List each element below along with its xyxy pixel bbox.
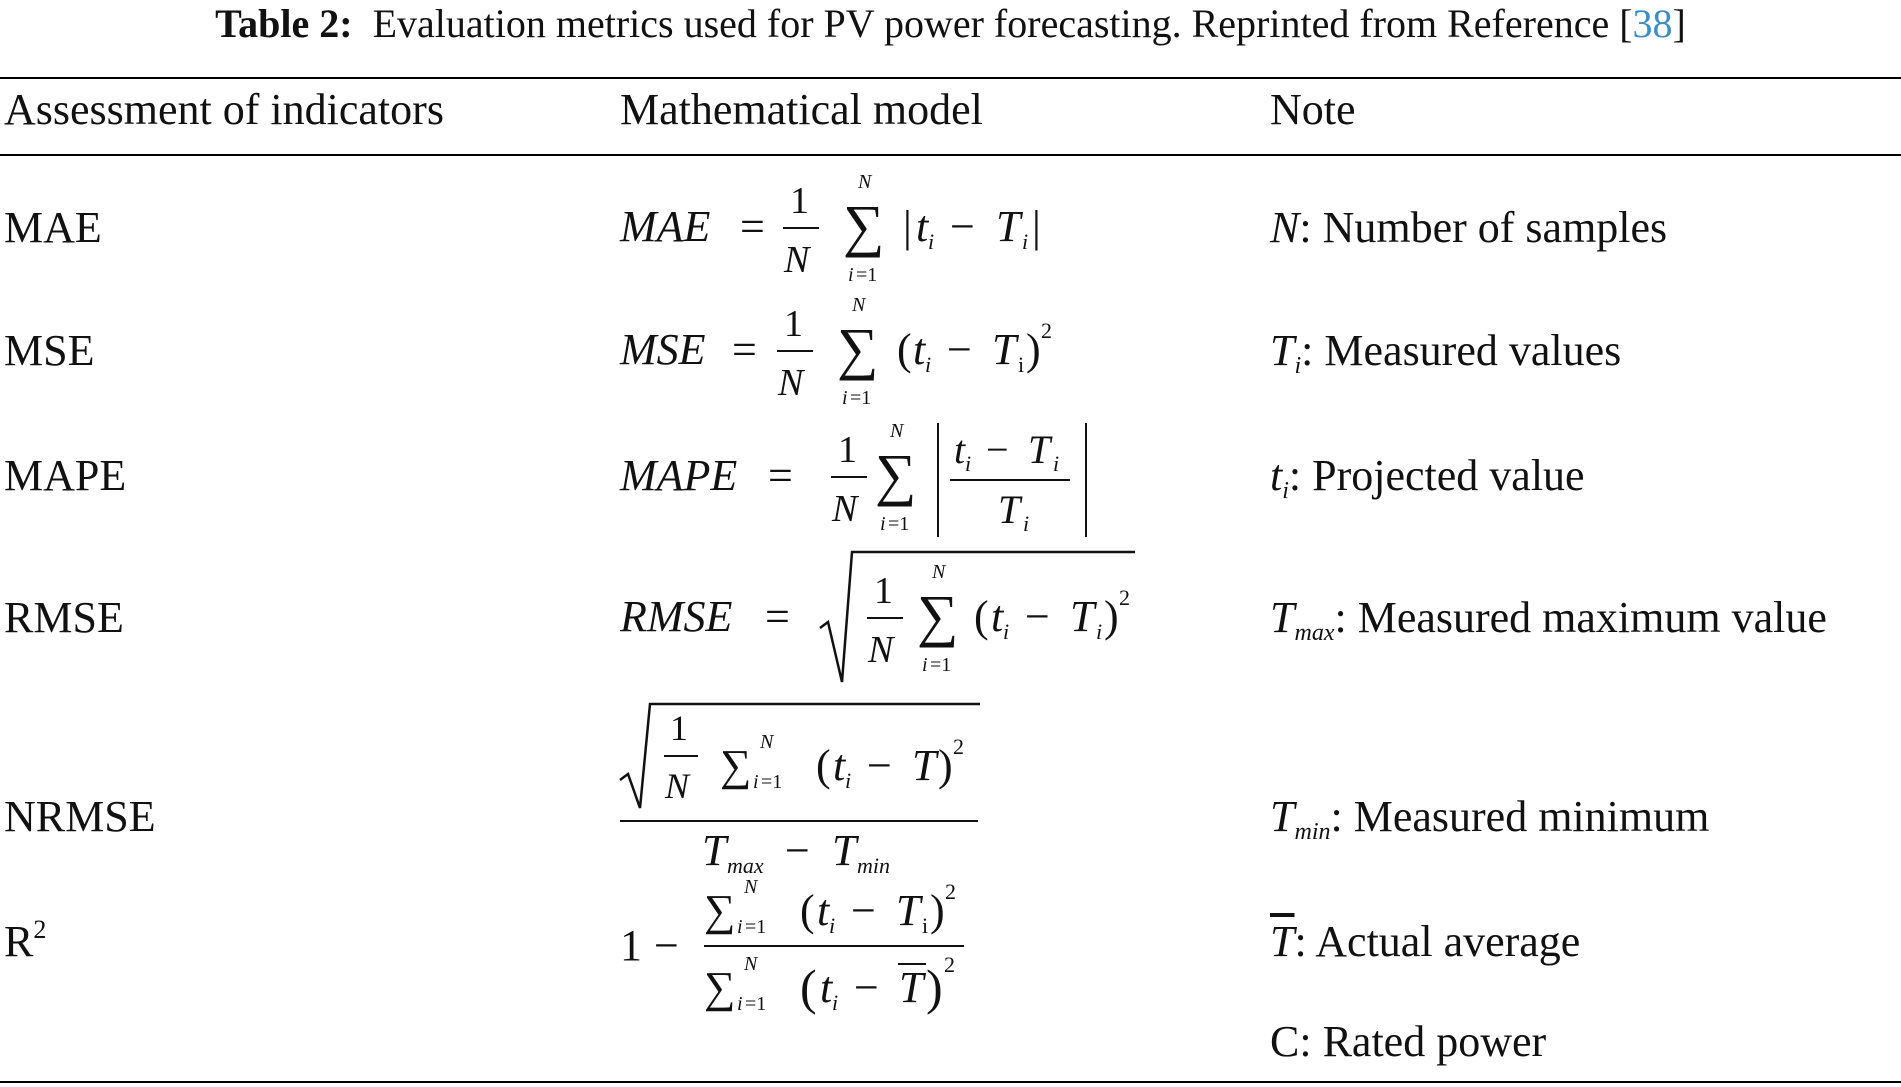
svg-text:N: N xyxy=(858,171,872,193)
svg-text:=1: =1 xyxy=(850,387,872,409)
svg-text:1: 1 xyxy=(670,708,688,748)
note-n: N: Number of samples xyxy=(1270,203,1668,252)
caption-ref-open: [ xyxy=(1619,1,1633,46)
svg-text:N: N xyxy=(784,239,810,281)
svg-text:i: i xyxy=(753,771,759,793)
caption-ref-close: ] xyxy=(1672,1,1686,46)
svg-text:T: T xyxy=(896,886,921,935)
svg-text:i: i xyxy=(1053,451,1060,476)
svg-text:MAPE: MAPE xyxy=(620,451,738,500)
svg-text:∑: ∑ xyxy=(837,316,879,381)
svg-text:1: 1 xyxy=(620,921,642,970)
svg-text:T: T xyxy=(912,741,937,790)
formula-r2 xyxy=(620,876,1000,1032)
svg-text:i: i xyxy=(922,654,928,676)
svg-text:T: T xyxy=(832,826,857,875)
indicator-mse: MSE xyxy=(4,326,95,375)
svg-text:|: | xyxy=(903,202,912,251)
svg-text:∑: ∑ xyxy=(704,963,736,1012)
svg-text:=: = xyxy=(768,451,793,500)
svg-text:i: i xyxy=(1022,229,1029,254)
svg-text:i: i xyxy=(737,993,743,1015)
svg-text:t: t xyxy=(913,325,926,374)
note-tbar: $\overline{T}$: Actual average xyxy=(1270,917,1581,966)
svg-text:1: 1 xyxy=(790,180,809,222)
svg-text:t: t xyxy=(916,202,929,251)
header-rule xyxy=(0,154,1901,156)
svg-text:T: T xyxy=(1028,427,1051,472)
svg-text:t: t xyxy=(833,741,846,790)
svg-text:N: N xyxy=(932,561,946,583)
svg-text:(: ( xyxy=(800,959,817,1015)
svg-text:(: ( xyxy=(897,325,912,374)
svg-text:t: t xyxy=(820,963,833,1012)
indicator-nrmse: NRMSE xyxy=(4,792,156,841)
formula-mse xyxy=(620,294,1080,413)
svg-text:2: 2 xyxy=(953,734,964,759)
svg-text:i: i xyxy=(922,913,929,938)
svg-text:t: t xyxy=(817,886,830,935)
svg-text:1: 1 xyxy=(784,303,803,345)
svg-text:=1: =1 xyxy=(888,513,910,535)
svg-text:−: − xyxy=(785,826,810,875)
svg-text:i: i xyxy=(880,513,886,535)
svg-text:i: i xyxy=(832,990,839,1015)
svg-text:i: i xyxy=(1018,352,1025,377)
svg-text:(: ( xyxy=(974,592,989,641)
header-model: Mathematical model xyxy=(620,85,983,134)
svg-text:2: 2 xyxy=(1119,585,1130,610)
svg-text:i: i xyxy=(845,768,852,793)
svg-text:N: N xyxy=(868,629,894,671)
svg-text:T: T xyxy=(992,325,1017,374)
formula-mae xyxy=(620,171,1060,290)
svg-text:=: = xyxy=(732,325,757,374)
note-ti-measured: $T_i$: Measured values xyxy=(1270,326,1622,379)
svg-text:2: 2 xyxy=(944,952,955,977)
svg-text:): ) xyxy=(930,886,945,935)
header-indicators: Assessment of indicators xyxy=(4,85,444,134)
svg-text:|: | xyxy=(1032,202,1041,251)
indicator-mae: MAE xyxy=(4,203,102,252)
svg-text:i: i xyxy=(842,387,848,409)
svg-text:−: − xyxy=(854,963,879,1012)
formula-rmse xyxy=(620,550,1140,690)
svg-text:1: 1 xyxy=(874,570,893,612)
formula-nrmse xyxy=(620,700,1000,880)
svg-text:i: i xyxy=(965,451,972,476)
svg-text:i: i xyxy=(848,264,854,286)
svg-text:T: T xyxy=(998,487,1021,532)
svg-text:(: ( xyxy=(800,886,815,935)
indicator-rmse: RMSE xyxy=(4,593,124,642)
svg-text:=1: =1 xyxy=(856,264,878,286)
caption-label: Table 2: xyxy=(215,1,353,46)
svg-text:): ) xyxy=(926,959,943,1015)
svg-text:MAE: MAE xyxy=(620,202,711,251)
note-tmax: $T_{max}$: Measured maximum value xyxy=(1270,593,1827,646)
svg-text:=1: =1 xyxy=(745,916,767,938)
svg-text:N: N xyxy=(665,766,690,806)
svg-text:N: N xyxy=(778,362,804,404)
svg-text:T: T xyxy=(1070,592,1095,641)
svg-text:T: T xyxy=(899,963,924,1012)
svg-text:−: − xyxy=(654,921,679,970)
svg-text:t: t xyxy=(954,427,966,472)
svg-text:T: T xyxy=(702,826,727,875)
svg-text:MSE: MSE xyxy=(620,325,706,374)
svg-text:−: − xyxy=(867,741,892,790)
reference-link[interactable]: 38 xyxy=(1632,1,1673,46)
svg-text:−: − xyxy=(851,886,876,935)
formula-mape xyxy=(620,415,1120,545)
svg-text:T: T xyxy=(996,202,1021,251)
svg-text:=: = xyxy=(740,202,765,251)
svg-text:2: 2 xyxy=(945,879,956,904)
header-note: Note xyxy=(1270,85,1356,134)
svg-text:−: − xyxy=(1025,592,1050,641)
top-rule xyxy=(0,77,1901,79)
svg-text:N: N xyxy=(890,420,904,442)
svg-text:i: i xyxy=(1003,619,1010,644)
svg-text:min: min xyxy=(857,853,890,878)
note-c: C: Rated power xyxy=(1270,1017,1547,1066)
svg-text:N: N xyxy=(760,731,774,753)
svg-text:=1: =1 xyxy=(761,771,783,793)
svg-text:i: i xyxy=(737,916,743,938)
svg-text:(: ( xyxy=(816,741,831,790)
svg-text:∑: ∑ xyxy=(875,442,917,507)
svg-text:2: 2 xyxy=(1041,318,1052,343)
svg-text:max: max xyxy=(727,853,764,878)
svg-text:∑: ∑ xyxy=(720,741,752,790)
svg-text:N: N xyxy=(744,953,758,975)
bottom-rule xyxy=(0,1081,1901,1083)
svg-text:−: − xyxy=(986,427,1009,472)
svg-text:i: i xyxy=(1096,619,1103,644)
svg-text:−: − xyxy=(947,325,972,374)
svg-text:N: N xyxy=(744,876,758,898)
svg-text:∑: ∑ xyxy=(917,583,959,648)
svg-text:−: − xyxy=(950,202,975,251)
svg-text:i: i xyxy=(829,913,836,938)
svg-text:): ) xyxy=(938,741,953,790)
svg-text:1: 1 xyxy=(838,429,857,471)
svg-text:): ) xyxy=(1026,325,1041,374)
svg-text:): ) xyxy=(1104,592,1119,641)
svg-text:N: N xyxy=(832,488,858,530)
svg-text:=1: =1 xyxy=(745,993,767,1015)
svg-text:∑: ∑ xyxy=(704,886,736,935)
svg-text:i: i xyxy=(925,352,932,377)
table-caption xyxy=(0,2,1901,46)
svg-text:N: N xyxy=(852,294,866,316)
svg-text:=: = xyxy=(765,592,790,641)
svg-text:t: t xyxy=(991,592,1004,641)
svg-text:=1: =1 xyxy=(930,654,952,676)
svg-text:i: i xyxy=(1023,511,1030,536)
svg-text:RMSE: RMSE xyxy=(620,592,733,641)
note-tmin: $T_{min}$: Measured minimum xyxy=(1270,792,1710,845)
indicator-mape: MAPE xyxy=(4,451,127,500)
svg-text:i: i xyxy=(928,229,935,254)
note-ti-projected: $t_i$: Projected value xyxy=(1270,451,1585,504)
svg-text:∑: ∑ xyxy=(843,193,885,258)
indicator-r2: $R^2$ xyxy=(4,915,47,966)
caption-text: Evaluation metrics used for PV power forecasting. Reprinted from Reference xyxy=(372,1,1610,46)
